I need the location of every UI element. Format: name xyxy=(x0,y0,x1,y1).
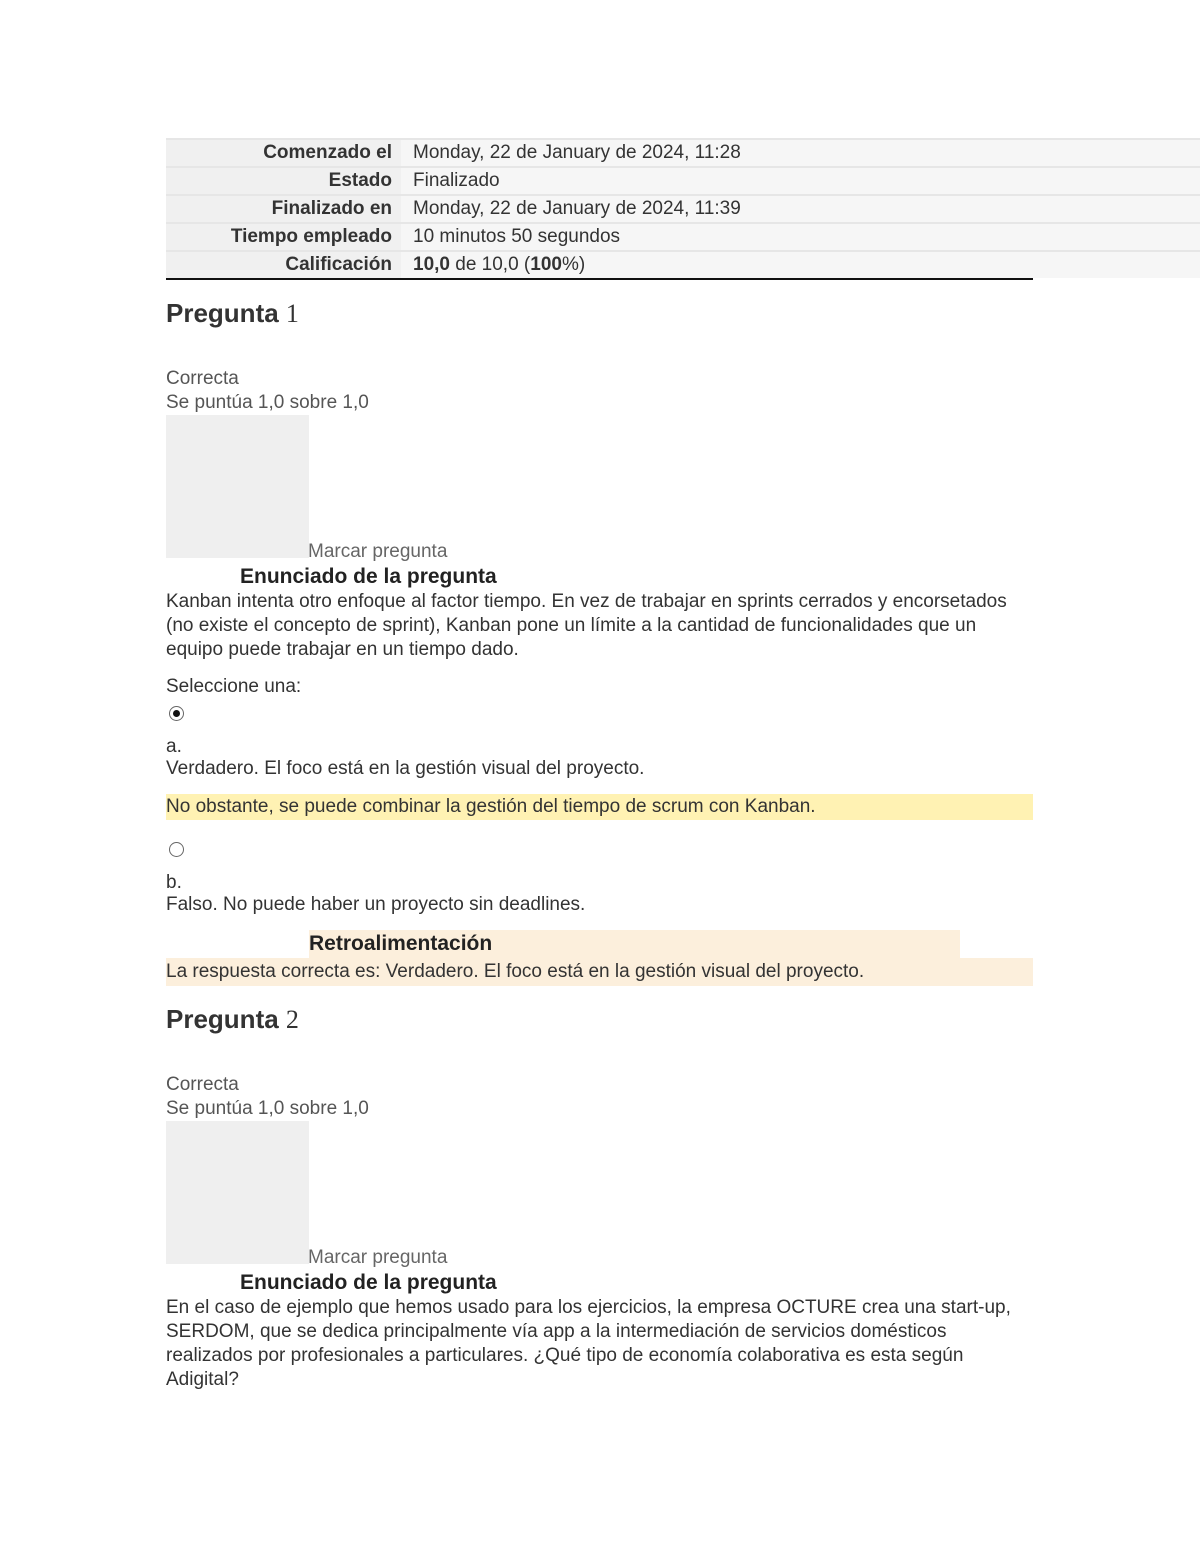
grade-key: Calificación xyxy=(166,251,401,278)
flag-question-link[interactable]: Marcar pregunta xyxy=(308,1247,448,1268)
option-letter: b. xyxy=(166,872,182,893)
radio-option-a[interactable] xyxy=(169,706,184,721)
summary-value: Monday, 22 de January de 2024, 11:28 xyxy=(401,139,1200,167)
question-text: En el caso de ejemplo que hemos usado para los ejercicios, la empresa OCTURE crea una start-up, SERDOM, que se dedica principalmente vía app a la intermediación de servicios domésticos realizados por profesionales a particulares. ¿Qué tipo de economía colaborativa es esta según Adigital? xyxy=(166,1297,1011,1390)
question-label: Pregunta xyxy=(166,298,279,328)
option-text: Verdadero. El foco está en la gestión visual del proyecto. xyxy=(166,758,645,779)
summary-divider xyxy=(166,278,1033,280)
summary-row xyxy=(166,223,1200,251)
radio-option-b[interactable] xyxy=(169,842,184,857)
option-text: Falso. No puede haber un proyecto sin deadlines. xyxy=(166,894,586,915)
grade-mid: de 10,0 ( xyxy=(449,254,531,275)
grade-percent: 100 xyxy=(530,254,562,275)
flag-image[interactable] xyxy=(166,415,309,558)
question-grade: Se puntúa 1,0 sobre 1,0 xyxy=(166,392,369,413)
question-state: Correcta xyxy=(166,368,239,389)
question-grade: Se puntúa 1,0 sobre 1,0 xyxy=(166,1098,369,1119)
flag-question-link[interactable]: Marcar pregunta xyxy=(308,541,448,562)
question-heading: Enunciado de la pregunta xyxy=(240,1271,497,1294)
specific-feedback: No obstante, se puede combinar la gestión del tiempo de scrum con Kanban. xyxy=(166,794,1033,820)
summary-row-grade xyxy=(166,251,1200,278)
summary-value: Finalizado xyxy=(401,167,1200,195)
answer-option-a xyxy=(166,698,1033,820)
feedback-heading: Retroalimentación xyxy=(309,930,960,958)
flag-row xyxy=(166,1121,1033,1266)
grade-end: %) xyxy=(561,254,586,275)
question-title xyxy=(166,298,1033,329)
summary-row xyxy=(166,195,1200,223)
question-number: 2 xyxy=(285,1005,299,1034)
summary-key: Estado xyxy=(166,167,401,195)
flag-image[interactable] xyxy=(166,1121,309,1264)
select-prompt: Seleccione una: xyxy=(166,676,302,697)
summary-value: 10 minutos 50 segundos xyxy=(401,223,1200,251)
question-number: 1 xyxy=(285,299,299,328)
answer-option-b xyxy=(166,834,1033,916)
summary-value: Monday, 22 de January de 2024, 11:39 xyxy=(401,195,1200,223)
question-state: Correcta xyxy=(166,1074,239,1095)
flag-row xyxy=(166,415,1033,560)
question-label: Pregunta xyxy=(166,1004,279,1034)
summary-key: Finalizado en xyxy=(166,195,401,223)
option-letter: a. xyxy=(166,736,182,757)
grade-score: 10,0 xyxy=(413,254,450,275)
question-1 xyxy=(166,298,1033,986)
summary-key: Tiempo empleado xyxy=(166,223,401,251)
grade-value xyxy=(401,251,1200,278)
summary-row xyxy=(166,139,1200,167)
question-title xyxy=(166,1004,1033,1035)
attempt-summary-table xyxy=(166,138,1200,278)
question-2 xyxy=(166,1004,1033,1392)
question-heading: Enunciado de la pregunta xyxy=(240,565,497,588)
general-feedback: La respuesta correcta es: Verdadero. El foco está en la gestión visual del proyecto. xyxy=(166,958,1033,986)
question-text: Kanban intenta otro enfoque al factor tiempo. En vez de trabajar en sprints cerrados y encorsetados (no existe el concepto de sprint), Kanban pone un límite a la cantidad de funcionalidades que un equipo puede trabajar en un tiempo dado. xyxy=(166,591,1007,660)
summary-key: Comenzado el xyxy=(166,139,401,167)
summary-row xyxy=(166,167,1200,195)
